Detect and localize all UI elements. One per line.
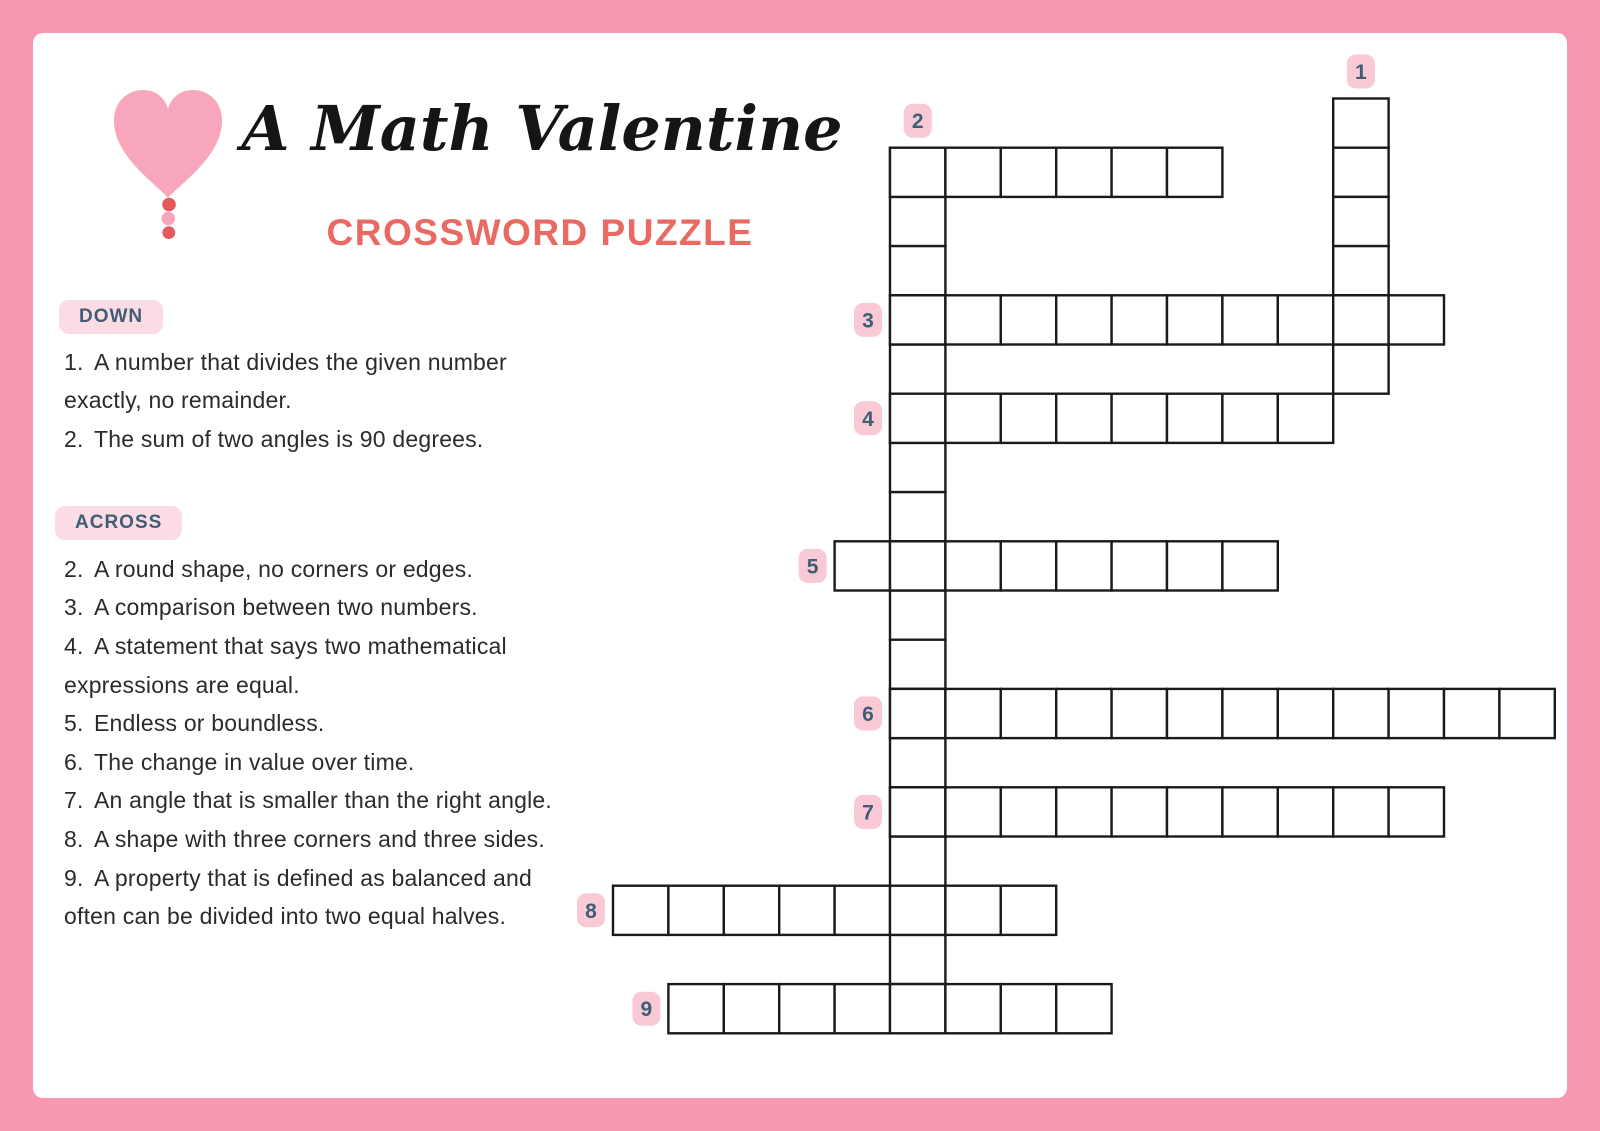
clue-number: 4.	[64, 632, 84, 659]
grid-cell-down-2-15[interactable]	[890, 837, 945, 886]
grid-cell-down-2-10[interactable]	[890, 591, 945, 640]
grid-cell-across-2-4[interactable]	[1056, 148, 1111, 197]
clue-text: A property that is defined as balanced and	[94, 864, 533, 891]
clue-number-badge-label: 5	[806, 555, 819, 579]
grid-cell-across-2-1[interactable]	[890, 148, 945, 197]
grid-cell-down-2-13[interactable]	[890, 738, 945, 787]
grid-cell-across-6-9[interactable]	[1333, 689, 1388, 738]
grid-cell-across-5-8[interactable]	[1222, 541, 1277, 590]
grid-cell-across-5-4[interactable]	[1001, 541, 1056, 590]
clue-text: The change in value over time.	[94, 748, 415, 775]
grid-cell-across-5-3[interactable]	[945, 541, 1000, 590]
grid-cell-down-1-2[interactable]	[1333, 148, 1388, 197]
clue-number-badge-label: 3	[862, 309, 874, 333]
clue-text: expressions are equal.	[64, 671, 300, 698]
grid-cell-down-1-3[interactable]	[1333, 197, 1388, 246]
clue-number-badge-label: 7	[862, 801, 874, 825]
grid-cell-across-5-6[interactable]	[1112, 541, 1167, 590]
grid-cell-across-8-3[interactable]	[724, 886, 779, 935]
grid-cell-across-9-4[interactable]	[835, 984, 890, 1033]
clue-number-badge-label: 6	[862, 703, 874, 726]
grid-cell-down-2-11[interactable]	[890, 640, 945, 689]
grid-cell-across-4-5[interactable]	[1112, 394, 1167, 443]
grid-cell-across-3-9[interactable]	[1333, 295, 1388, 344]
grid-cell-across-9-6[interactable]	[945, 984, 1000, 1033]
clue-text: A round shape, no corners or edges.	[94, 555, 474, 582]
grid-cell-across-8-2[interactable]	[668, 886, 723, 935]
grid-cell-down-2-2[interactable]	[890, 197, 945, 246]
clue-number-badge-label: 1	[1355, 61, 1367, 84]
clue-text: A statement that says two mathematical	[94, 632, 507, 659]
grid-cell-across-3-3[interactable]	[1001, 295, 1056, 344]
grid-cell-across-7-9[interactable]	[1333, 787, 1388, 836]
grid-cell-across-7-10[interactable]	[1389, 787, 1444, 836]
grid-cell-across-2-3[interactable]	[1001, 148, 1056, 197]
grid-cell-across-3-7[interactable]	[1222, 295, 1277, 344]
clue-text: The sum of two angles is 90 degrees.	[94, 425, 484, 452]
grid-cell-across-6-8[interactable]	[1278, 689, 1333, 738]
grid-cell-across-3-6[interactable]	[1167, 295, 1222, 344]
clue-number: 3.	[64, 594, 84, 621]
grid-cell-across-6-4[interactable]	[1056, 689, 1111, 738]
grid-cell-across-7-2[interactable]	[945, 787, 1000, 836]
clue-text: often can be divided into two equal halves.	[64, 903, 507, 930]
grid-cell-down-1-4[interactable]	[1333, 246, 1388, 295]
across-section-label: ACROSS	[55, 506, 182, 540]
grid-cell-across-9-1[interactable]	[668, 984, 723, 1033]
clue-number: 2.	[64, 555, 84, 582]
grid-cell-across-8-1[interactable]	[613, 886, 668, 935]
grid-cell-across-5-2[interactable]	[890, 541, 945, 590]
grid-cell-across-9-8[interactable]	[1056, 984, 1111, 1033]
grid-cell-across-4-6[interactable]	[1167, 394, 1222, 443]
grid-cell-across-6-11[interactable]	[1444, 689, 1499, 738]
grid-cell-across-8-7[interactable]	[945, 886, 1000, 935]
grid-cell-across-9-7[interactable]	[1001, 984, 1056, 1033]
grid-cell-across-4-8[interactable]	[1278, 394, 1333, 443]
grid-cell-across-2-5[interactable]	[1112, 148, 1167, 197]
grid-cell-across-8-4[interactable]	[779, 886, 834, 935]
clue-number: 1.	[64, 348, 84, 375]
grid-cell-across-6-5[interactable]	[1112, 689, 1167, 738]
grid-cell-down-2-3[interactable]	[890, 246, 945, 295]
grid-cell-across-4-2[interactable]	[945, 394, 1000, 443]
clue-number: 7.	[64, 787, 84, 814]
grid-cell-across-6-6[interactable]	[1167, 689, 1222, 738]
grid-cell-across-8-5[interactable]	[835, 886, 890, 935]
grid-cell-across-7-7[interactable]	[1222, 787, 1277, 836]
grid-cell-across-7-3[interactable]	[1001, 787, 1056, 836]
clue-number: 2.	[64, 425, 84, 452]
page-title: A Math Valentine	[241, 92, 843, 165]
page-subtitle: CROSSWORD PUZZLE	[326, 212, 754, 253]
clue-text: exactly, no remainder.	[64, 387, 292, 414]
grid-cell-across-2-2[interactable]	[945, 148, 1000, 197]
clue-text: A shape with three corners and three sides.	[94, 825, 545, 852]
grid-cell-across-8-6[interactable]	[890, 886, 945, 935]
grid-cell-down-2-7[interactable]	[890, 443, 945, 492]
grid-cell-across-3-8[interactable]	[1278, 295, 1333, 344]
grid-cell-across-2-6[interactable]	[1167, 148, 1222, 197]
grid-cell-across-7-6[interactable]	[1167, 787, 1222, 836]
grid-cell-across-6-10[interactable]	[1389, 689, 1444, 738]
clue-text: A comparison between two numbers.	[94, 594, 478, 621]
grid-cell-across-4-1[interactable]	[890, 394, 945, 443]
clue-text: Endless or boundless.	[94, 710, 325, 737]
grid-cell-across-4-4[interactable]	[1056, 394, 1111, 443]
grid-cell-down-2-17[interactable]	[890, 935, 945, 984]
grid-cell-across-7-5[interactable]	[1112, 787, 1167, 836]
grid-cell-across-6-3[interactable]	[1001, 689, 1056, 738]
clue-number-badge-label: 2	[911, 110, 924, 134]
grid-cell-across-8-8[interactable]	[1001, 886, 1056, 935]
grid-cell-down-1-1[interactable]	[1333, 99, 1388, 148]
grid-cell-across-3-1[interactable]	[890, 295, 945, 344]
clue-number: 9.	[64, 864, 84, 891]
clue-text: An angle that is smaller than the right angle.	[94, 787, 552, 814]
grid-cell-across-6-2[interactable]	[945, 689, 1000, 738]
grid-cell-across-4-7[interactable]	[1222, 394, 1277, 443]
grid-cell-across-3-2[interactable]	[945, 295, 1000, 344]
clue-text: A number that divides the given number	[94, 348, 507, 375]
grid-cell-across-5-1[interactable]	[835, 541, 890, 590]
grid-cell-across-3-5[interactable]	[1112, 295, 1167, 344]
grid-cell-across-3-10[interactable]	[1389, 295, 1444, 344]
clue-number: 5.	[64, 710, 84, 737]
grid-cell-across-7-8[interactable]	[1278, 787, 1333, 836]
grid-cell-across-7-1[interactable]	[890, 787, 945, 836]
grid-cell-down-2-5[interactable]	[890, 345, 945, 394]
clue-number-badge-label: 9	[640, 998, 653, 1022]
clue-number: 8.	[64, 825, 84, 852]
down-section-label: DOWN	[59, 300, 163, 334]
grid-cell-across-6-7[interactable]	[1222, 689, 1277, 738]
grid-cell-across-4-3[interactable]	[1001, 394, 1056, 443]
clue-number-badge-label: 4	[862, 407, 874, 431]
grid-cell-across-5-7[interactable]	[1167, 541, 1222, 590]
grid-cell-across-7-4[interactable]	[1056, 787, 1111, 836]
grid-cell-across-9-2[interactable]	[724, 984, 779, 1033]
grid-cell-across-9-3[interactable]	[779, 984, 834, 1033]
grid-cell-across-3-4[interactable]	[1056, 295, 1111, 344]
grid-cell-across-6-12[interactable]	[1499, 689, 1554, 738]
grid-cell-down-2-8[interactable]	[890, 492, 945, 541]
clue-number: 6.	[64, 748, 84, 775]
grid-cell-across-9-5[interactable]	[890, 984, 945, 1033]
grid-cell-down-1-6[interactable]	[1333, 345, 1388, 394]
clue-number-badge-label: 8	[585, 899, 597, 923]
grid-cell-across-6-1[interactable]	[890, 689, 945, 738]
grid-cell-across-5-5[interactable]	[1056, 541, 1111, 590]
